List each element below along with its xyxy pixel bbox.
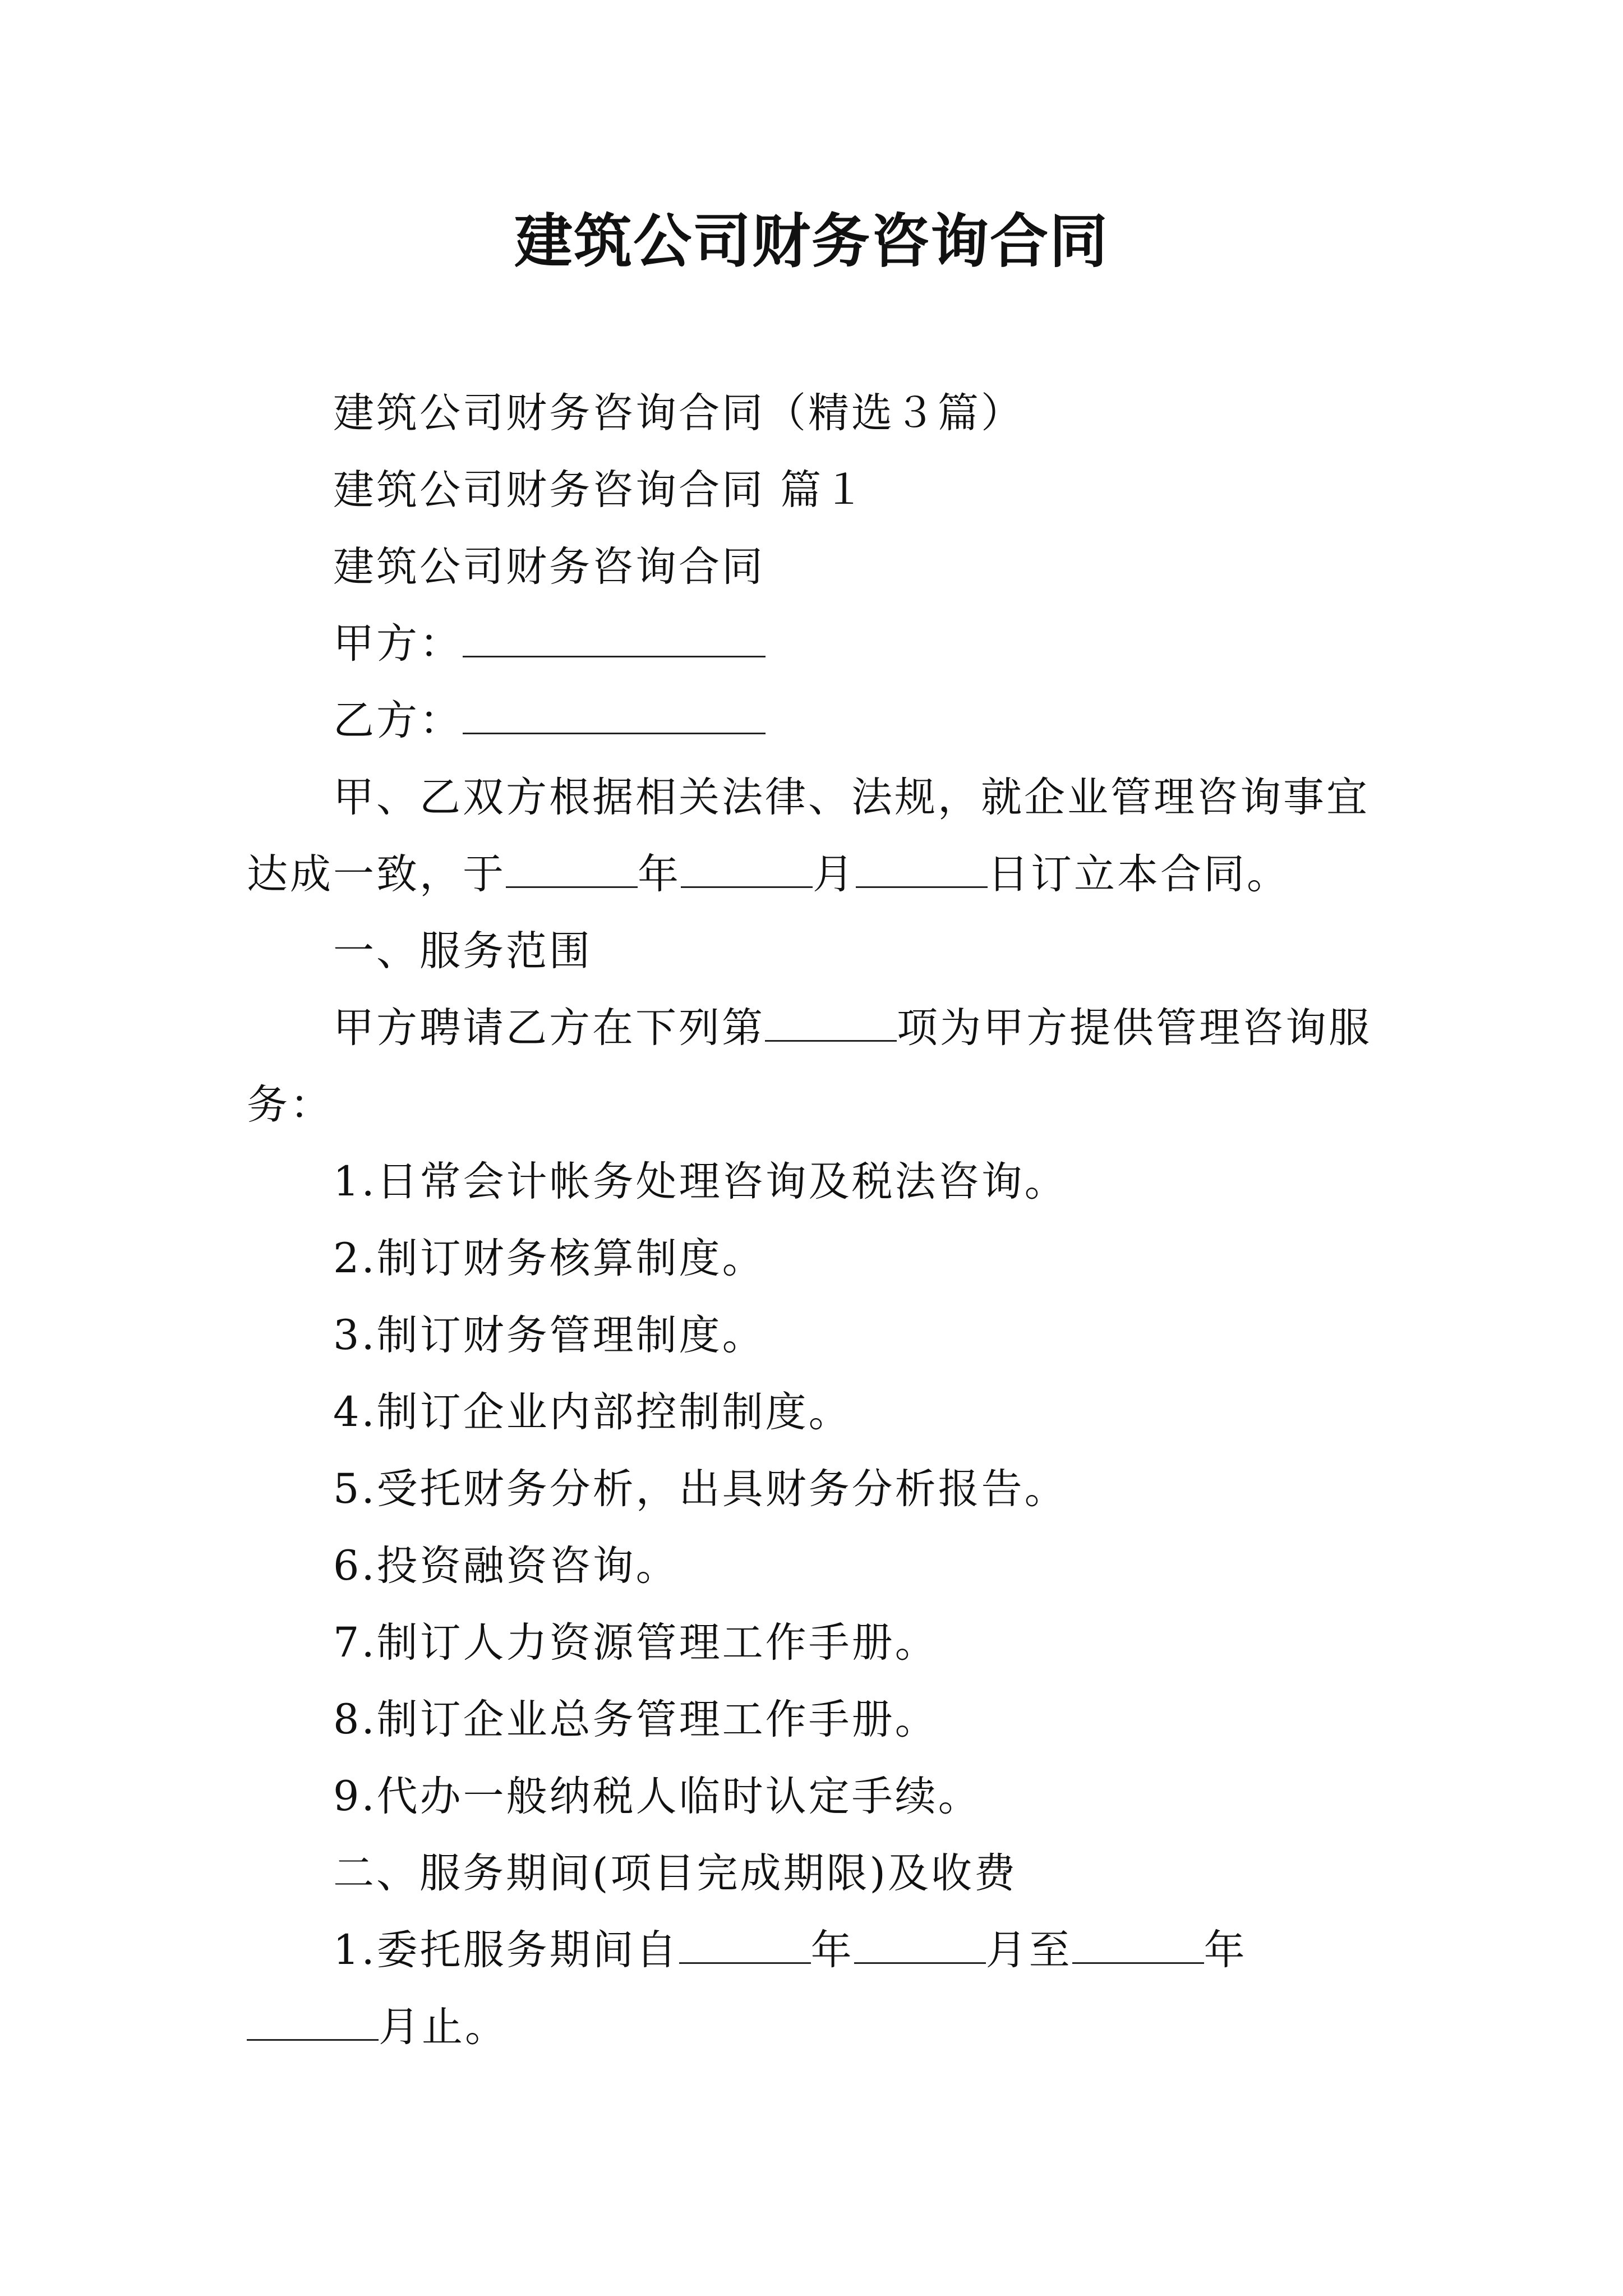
document-title: 建筑公司财务咨询合同	[514, 206, 1109, 275]
section1-paragraph	[247, 990, 1377, 1143]
intro-text-2: 年	[638, 850, 681, 898]
service-item-2: 2.制订财务核算制度。	[333, 1235, 766, 1282]
section2-title: 二、服务期间(项目完成期限)及收费	[333, 1849, 1017, 1897]
section1-title: 一、服务范围	[333, 927, 592, 975]
contract-heading: 建筑公司财务咨询合同	[333, 543, 765, 591]
service-item-5: 5.受托财务分析，出具财务分析报告。	[333, 1465, 1068, 1513]
party-b-line	[247, 682, 1377, 759]
end-year-blank	[1072, 1929, 1204, 1964]
service-item-8: 8.制订企业总务管理工作手册。	[333, 1696, 938, 1743]
section2-text-1: 1.委托服务期间自	[333, 1926, 679, 1974]
document-body	[247, 375, 1377, 2065]
section1-text-2: 项为甲方提供管理咨询服务：	[247, 1004, 1372, 1129]
section2-text-4: 年	[1204, 1926, 1247, 1974]
section1-text-1: 甲方聘请乙方在下列第	[333, 1004, 765, 1052]
intro-text-3: 月	[813, 850, 856, 898]
party-b-blank	[463, 699, 766, 734]
service-item-9: 9.代办一般纳税人临时认定手续。	[333, 1773, 981, 1820]
document-subtitle: 建筑公司财务咨询合同（精选３篇）	[333, 389, 1024, 437]
end-month-blank	[247, 2005, 379, 2041]
intro-month-blank	[681, 853, 813, 888]
party-a-line	[247, 605, 1377, 682]
section1-item-blank	[765, 1006, 897, 1042]
party-b-label: 乙方：	[333, 697, 463, 744]
service-item-4: 4.制订企业内部控制制度。	[333, 1388, 852, 1436]
party-a-label: 甲方：	[333, 620, 463, 668]
party-a-blank	[463, 622, 766, 657]
service-item-7: 7.制订人力资源管理工作手册。	[333, 1619, 938, 1667]
service-item-6: 6.投资融资咨询。	[333, 1542, 679, 1590]
intro-day-blank	[856, 853, 988, 888]
section2-text-3: 月至	[985, 1926, 1072, 1974]
intro-year-blank	[506, 853, 638, 888]
intro-text-4: 日订立本合同。	[988, 850, 1290, 898]
service-item-3: 3.制订财务管理制度。	[333, 1312, 766, 1359]
section2-text-2: 年	[810, 1926, 854, 1974]
start-year-blank	[679, 1929, 811, 1964]
intro-text-1: 甲、乙双方根据相关法律、法规，就企业管理咨询事宜达成一致，于	[247, 774, 1370, 898]
section-heading: 建筑公司财务咨询合同 篇１	[333, 466, 867, 514]
section2-text-5: 月止。	[379, 2003, 508, 2051]
intro-paragraph	[247, 759, 1377, 913]
section2-item-1	[247, 1912, 1377, 2065]
service-item-1: 1.日常会计帐务处理咨询及税法咨询。	[333, 1158, 1068, 1205]
start-month-blank	[854, 1929, 986, 1964]
